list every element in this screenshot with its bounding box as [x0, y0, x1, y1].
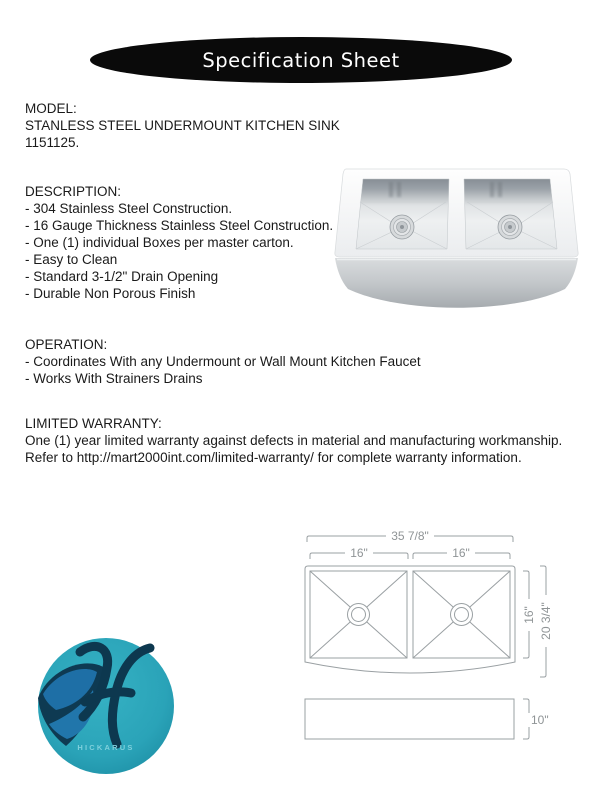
drain-icon-left [390, 215, 414, 239]
description-section [25, 183, 333, 302]
model-heading: MODEL: [25, 101, 77, 116]
description-item: - Easy to Clean [25, 252, 118, 267]
warranty-text: One (1) year limited warranty against defects in material and manufacturing workmanship. [25, 433, 563, 448]
sink-apron-front [335, 258, 578, 308]
description-item: - Durable Non Porous Finish [25, 286, 196, 301]
dim-label-right-bowl-width: 16" [452, 546, 470, 560]
dim-label-left-bowl-width: 16" [350, 546, 368, 560]
logo-brand-text: HICKARUS [77, 743, 135, 752]
operation-section [25, 336, 421, 387]
drain-icon-right [498, 215, 522, 239]
technical-drawing [293, 525, 563, 755]
description-item: - 16 Gauge Thickness Stainless Steel Construction. [25, 218, 334, 233]
side-view-outline [305, 699, 514, 739]
header-ellipse [90, 37, 512, 83]
dim-label-apron-height: 10" [531, 713, 549, 727]
model-section [25, 100, 340, 151]
product-photo-sink [333, 167, 580, 317]
dim-label-bowl-depth: 16" [522, 606, 536, 624]
operation-item: - Coordinates With any Undermount or Wall Mount Kitchen Faucet [25, 354, 421, 369]
warranty-section [25, 415, 562, 466]
model-name: STANLESS STEEL UNDERMOUNT KITCHEN SINK [25, 118, 340, 133]
dim-label-overall-width: 35 7/8" [391, 529, 429, 543]
top-view-bowl-left [310, 571, 407, 658]
top-view-bowl-right [413, 571, 510, 658]
dim-label-overall-depth: 20 3/4" [539, 602, 553, 640]
description-heading: DESCRIPTION: [25, 184, 122, 199]
operation-heading: OPERATION: [25, 337, 108, 352]
model-number: 1151125. [25, 135, 80, 150]
brand-logo-hickarus [36, 636, 176, 776]
top-view-outline [305, 566, 515, 673]
sink-bowl-left [356, 179, 449, 249]
sink-bowl-right [464, 179, 557, 249]
description-item: - One (1) individual Boxes per master carton. [25, 235, 294, 250]
description-item: - 304 Stainless Steel Construction. [25, 201, 233, 216]
warranty-url-text: Refer to http://mart2000int.com/limited-warranty/ for complete warranty information. [25, 450, 522, 465]
page-title: Specification Sheet [202, 48, 400, 72]
operation-item: - Works With Strainers Drains [25, 371, 203, 386]
warranty-heading: LIMITED WARRANTY: [25, 416, 162, 431]
dim-apron-height [523, 699, 529, 739]
description-item: - Standard 3-1/2" Drain Opening [25, 269, 219, 284]
